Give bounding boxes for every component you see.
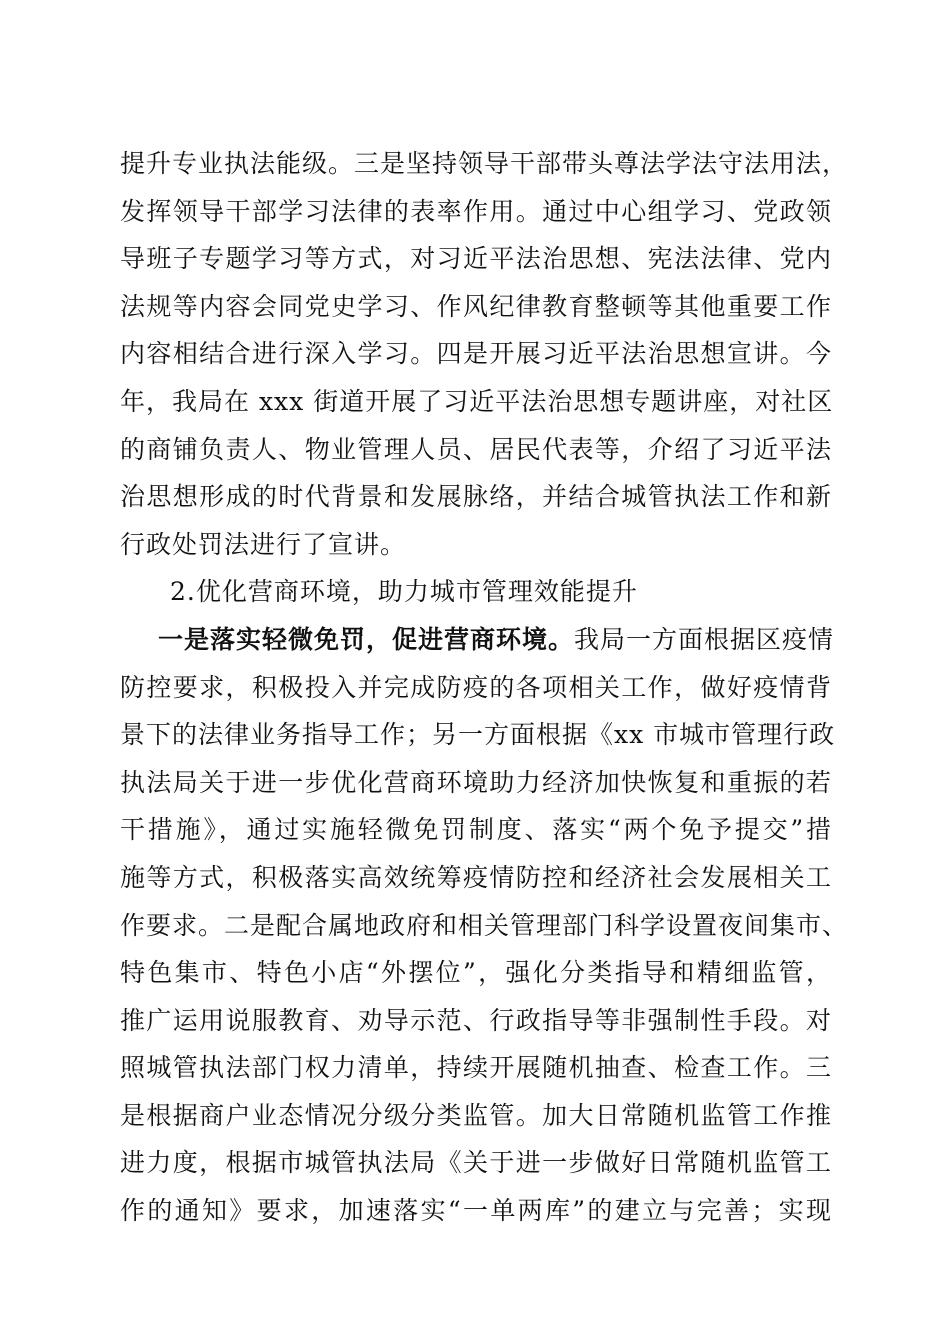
text-line: 进力度，根据市城管执法局《关于进一步做好日常随机监管工	[120, 1148, 832, 1178]
document-body	[120, 140, 849, 1235]
text-line: 提升专业执法能级。三是坚持领导干部带头尊法学法守法用法，	[120, 149, 849, 178]
text-line: 年，我局在 xxx 街道开展了习近平法治思想专题讲座，对社区	[120, 386, 834, 416]
text-line: 发挥领导干部学习法律的表率作用。通过中心组学习、党政领	[120, 196, 832, 226]
text-line: 作要求。二是配合属地政府和相关管理部门科学设置夜间集市、	[120, 910, 849, 940]
text-line: 推广运用说服教育、劝导示范、行政指导等非强制性手段。对	[120, 1005, 832, 1035]
text-line: 是根据商户业态情况分级分类监管。加大日常随机监管工作推	[120, 1100, 832, 1130]
text-line: 执法局关于进一步优化营商环境助力经济加快恢复和重振的若	[120, 767, 832, 797]
text-line: 行政处罚法进行了宣讲。	[120, 529, 407, 559]
text-line: 作的通知》要求，加速落实“一单两库”的建立与完善；实现	[120, 1196, 832, 1226]
text-line: 景下的法律业务指导工作；另一方面根据《xx 市城市管理行政	[120, 720, 836, 750]
text-line: 照城管执法部门权力清单，持续开展随机抽查、检查工作。三	[120, 1053, 832, 1083]
text-line: 治思想形成的时代背景和发展脉络，并结合城管执法工作和新	[120, 482, 832, 512]
text-line: 内容相结合进行深入学习。四是开展习近平法治思想宣讲。今	[120, 339, 832, 369]
section-heading: 2.优化营商环境，助力城市管理效能提升	[170, 577, 638, 607]
text-line: 的商铺负责人、物业管理人员、居民代表等，介绍了习近平法	[120, 434, 832, 464]
paragraph-business-environment	[120, 616, 849, 1235]
bold-lead-text: 一是落实轻微免罚，促进营商环境。	[158, 624, 575, 654]
text-line: 法规等内容会同党史学习、作风纪律教育整顿等其他重要工作	[120, 291, 832, 321]
text-line: 导班子专题学习等方式，对习近平法治思想、宪法法律、党内	[120, 244, 832, 274]
text-line: 防控要求，积极投入并完成防疫的各项相关工作，做好疫情背	[120, 672, 832, 702]
text-line: 特色集市、特色小店“外摆位”，强化分类指导和精细监管，	[120, 958, 832, 988]
text-line: 施等方式，积极落实高效统筹疫情防控和经济社会发展相关工	[120, 862, 832, 892]
paragraph-law-study	[120, 140, 849, 568]
text-line-lead	[120, 616, 835, 664]
lead-rest-text: 我局一方面根据区疫情	[574, 624, 835, 654]
text-line: 干措施》，通过实施轻微免罚制度、落实“两个免予提交”措	[120, 815, 832, 845]
